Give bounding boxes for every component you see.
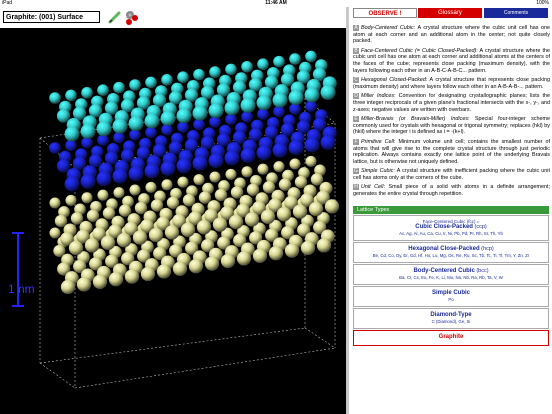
entry-letter: C <box>354 77 358 84</box>
carrier-label: iPad <box>2 0 13 6</box>
lattice-name-text: Graphite <box>438 333 464 340</box>
lattice-name <box>355 268 547 275</box>
entry-text: : A crystal structure with inefficient packing where the cubic unit cell has atoms only at the corners of the cube. <box>353 168 550 181</box>
lattice-type-item[interactable] <box>353 264 549 285</box>
lattice-type-item[interactable] <box>353 215 549 241</box>
entry-term: Miller Indices <box>361 93 395 100</box>
lattice-name <box>355 246 547 253</box>
glossary-entry <box>353 25 550 45</box>
lattice-types-list <box>350 215 552 346</box>
entry-letter: E <box>354 116 358 123</box>
atom-layers <box>49 51 339 295</box>
lattice-type-item[interactable] <box>353 286 549 307</box>
glossary-entry <box>353 77 550 90</box>
entry-letter: B <box>354 47 358 54</box>
entry-text: : Minimum volume unit cell; contains the smallest number of atoms that will give rise to the complete crystal structure through just periodic replication. Always contains exactly one lattice point of the underlying Bravais lattice, but is otherwise not uniquely defined. <box>353 138 550 165</box>
entry-text: : Special four-integer scheme commonly used for crystals with hexagonal or trigonal symmetry; replaces (hkl) by (hkil) where the integer i is defined as i = -(k+l). <box>353 116 550 136</box>
lattice-elements: Po <box>448 296 454 302</box>
entry-text: : A crystal structure where the cubic unit cell has one atom at each corner and an additional atom in the center; not quite closely packed. <box>353 25 550 45</box>
lattice-name <box>355 312 547 319</box>
lattice-name-text: Diamond-Type <box>430 311 472 318</box>
panel-tabs <box>350 8 552 19</box>
lattice-type-item[interactable] <box>353 308 549 329</box>
lattice-name-text: Simple Cubic <box>431 289 470 296</box>
lattice-abbr: (bcc) <box>474 267 489 274</box>
lattice-elements: Be, Cd, Co, Dy, Er, Gd, Hf, Ho, Lu, Mg, Os, Re, Ru, Sc, Tb, Tc, Ti, Tl, Tm, Y, Zn, Zr <box>372 252 530 258</box>
entry-term: Body-Centered Cubic <box>361 25 414 31</box>
lattice-name-text: Cubic Close-Packed <box>415 223 473 230</box>
entry-letter: A <box>354 25 358 31</box>
glossary-entry <box>353 168 550 181</box>
glossary-entry <box>353 139 550 165</box>
observe-button[interactable]: OBSERVE ! <box>353 8 417 18</box>
glossary-panel <box>350 8 552 414</box>
entry-letter: D <box>354 93 358 100</box>
comments-button[interactable]: Comments <box>484 8 548 18</box>
lattice-elements: Ac, Ag, Al, Au, Ca, Cu, Ir, Ni, Pb, Pd, Pr, Rh, Sr, Th, Yb <box>399 230 503 236</box>
entry-text: : Small piece of a solid with atoms in a definite arrangement; generates the entire crystal through repetition. <box>353 184 550 198</box>
glossary-button[interactable]: Glossary <box>418 8 482 18</box>
lattice-abbr: (ccp) <box>472 223 487 230</box>
entry-term: Primitive Cell <box>361 138 394 145</box>
lattice-alias: Face-Centered Cubic (fcc) = <box>422 218 480 224</box>
lattice-type-item[interactable] <box>353 242 549 263</box>
lattice-elements: C (Diamond), Ge, Si <box>431 318 471 324</box>
status-time: 11:46 AM <box>265 0 287 6</box>
battery-label: 100% <box>536 0 549 6</box>
lattice-type-item[interactable] <box>353 330 549 346</box>
split-divider[interactable] <box>346 7 349 414</box>
scale-label: 1 nm <box>8 282 35 296</box>
viewer-toolbar <box>0 7 346 28</box>
lattice-name-text: Body-Centered Cubic <box>413 267 475 274</box>
glossary-entry <box>353 116 550 136</box>
entry-term: Simple Cubic <box>361 168 394 175</box>
glossary-list <box>350 25 552 198</box>
pencil-icon[interactable] <box>108 10 122 29</box>
entry-letter: F <box>354 138 358 145</box>
lattice-name <box>355 290 547 297</box>
structure-title[interactable]: Graphite: (001) Surface <box>3 11 100 23</box>
lattice-elements: Ba, Cr, Cs, Eu, Fe, K, Li, Mo, Na, Nb, Ra, Rb, Ta, V, W <box>399 274 503 280</box>
lattice-abbr: (hcp) <box>479 245 494 252</box>
glossary-entry <box>353 93 550 113</box>
lattice-name <box>355 224 547 231</box>
glossary-entry <box>353 184 550 197</box>
glossary-entry <box>353 48 550 74</box>
crystal-structure-3d[interactable] <box>0 28 346 414</box>
entry-text: : Convention for designating crystallographic planes; lists the three integer reciprocals of a given plane's fractional intersects with the x-, y-, and z-axes; negative values are written with overbars. <box>353 93 550 113</box>
crystal-viewer[interactable] <box>0 28 346 414</box>
lattice-types-header: Lattice Types <box>353 206 549 214</box>
entry-text: : A crystal structure that represents close packing (maximum density) and where layers follow each other in an A-B-A-B-... pattern. <box>353 77 551 90</box>
entry-term: Unit Cell <box>361 184 384 191</box>
status-bar <box>0 0 552 7</box>
entry-text: : A crystal structure where the cubic unit cell has one atom at each corner and additional atoms at the centers of the faces of the cube; represents close packing (maximum density), with the layers following each other in an A-B-C-A-B-C... pattern. <box>353 47 550 74</box>
entry-term: Miller-Bravais (or Bravais-Miller) Indices <box>361 116 469 123</box>
entry-term: Face-Centered Cubic (= Cubic Closed-Packed) <box>361 47 477 54</box>
entry-letter: H <box>354 184 358 191</box>
entry-term: Hexagonal Closed-Packed <box>361 77 426 84</box>
entry-letter: G <box>354 168 358 175</box>
lattice-name-text: Hexagonal Close-Packed <box>408 245 480 252</box>
lattice-name <box>355 334 547 341</box>
